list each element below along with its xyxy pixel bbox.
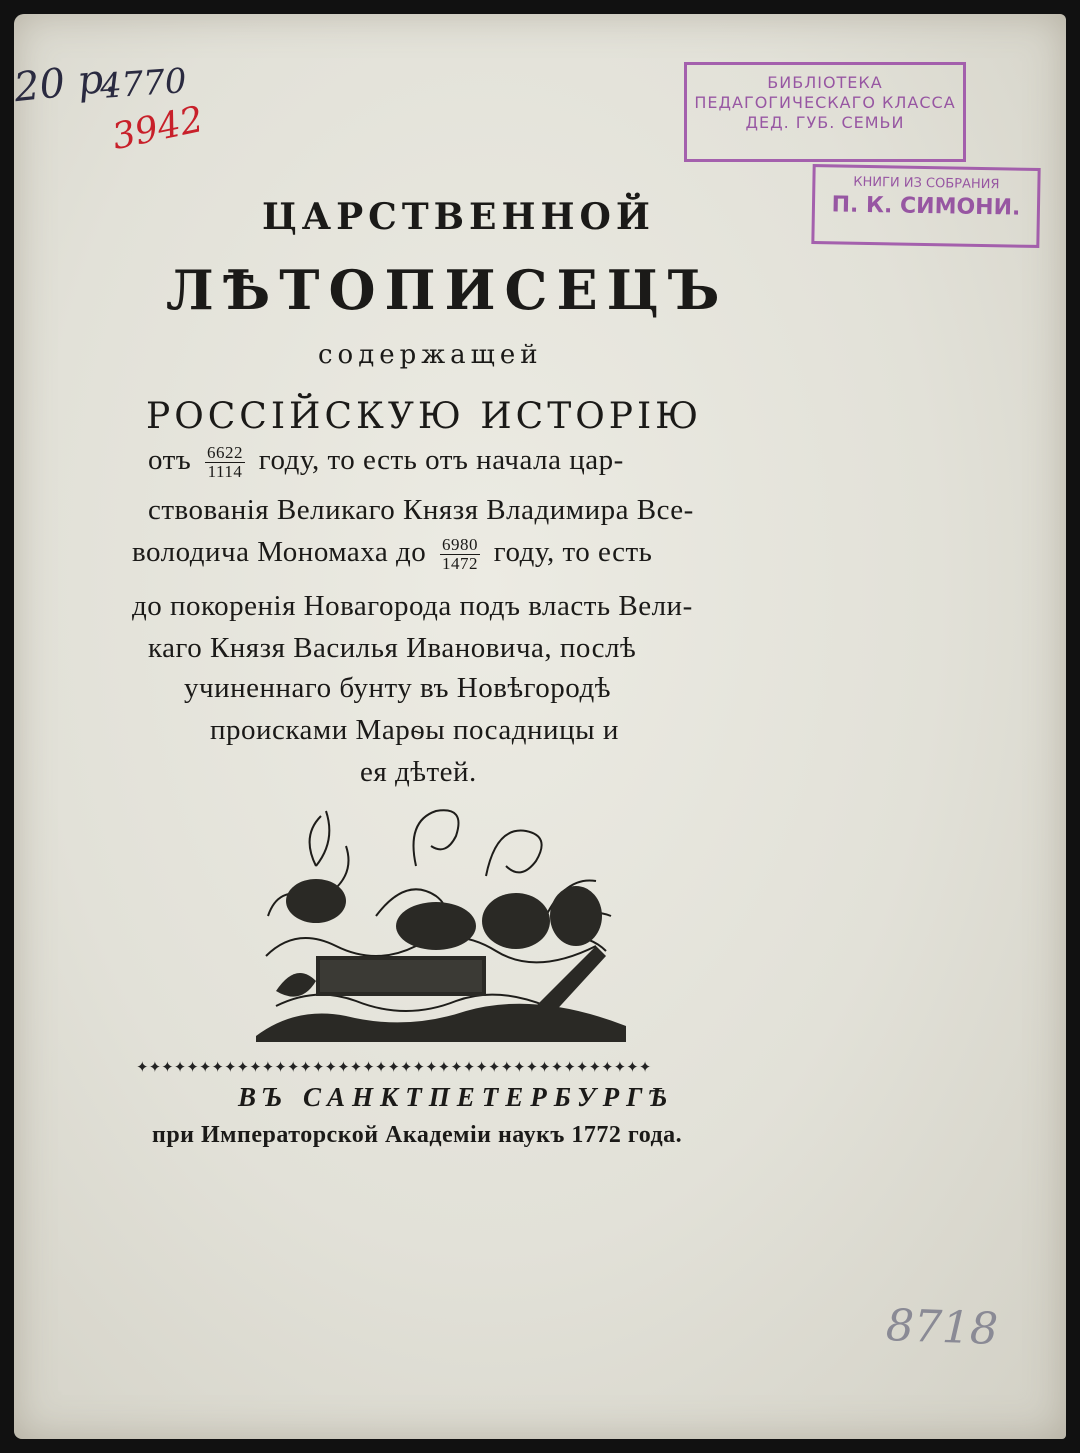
stamp-line-2: ПЕДАГОГИЧЕСКАГО КЛАССА [694, 93, 956, 112]
body-line-2: ствованія Великаго Князя Владимира Все- [148, 494, 694, 526]
ornamental-vignette [256, 806, 626, 1042]
handwritten-price: 20 р. [11, 54, 119, 112]
imprint-place: ВЪ САНКТПЕТЕРБУРГѢ [238, 1082, 674, 1112]
body-line-5: каго Князя Василья Ивановича, послѣ [148, 632, 637, 664]
body-line-6: учиненнаго бунту въ Новѣгородѣ [184, 672, 611, 704]
collection-stamp-line-1: КНИГИ ИЗ СОБРАНИЯ [853, 174, 1000, 193]
body-line-3-b: году, то есть [493, 536, 653, 569]
body-line-3 [132, 536, 652, 573]
collection-stamp [811, 164, 1040, 248]
body-line-4: до покоренія Новагорода подъ власть Вели- [132, 590, 693, 622]
year-fraction-2 [440, 536, 480, 573]
title-line-2: ЛѢТОПИСЕЦЪ [166, 258, 729, 322]
year-fraction-2-den: 1472 [442, 554, 479, 573]
stamp-line-1: БИБЛІОТЕКА [767, 73, 883, 92]
body-line-7: происками Марѳы посадницы и [210, 714, 619, 746]
year-fraction-1 [205, 444, 245, 481]
collection-stamp-line-2: П. К. СИМОНИ. [831, 192, 1021, 221]
imprint-publisher: при Императорской Академіи наукъ 1772 года. [152, 1122, 683, 1148]
star-rule: ✦✦✦✦✦✦✦✦✦✦✦✦✦✦✦✦✦✦✦✦✦✦✦✦✦✦✦✦✦✦✦✦✦✦✦✦✦✦✦✦✦ [136, 1058, 652, 1076]
title-line-1: ЦАРСТВЕННОЙ [262, 196, 655, 238]
body-line-8: ея дѣтей. [360, 756, 477, 788]
title-line-3: содержащей [318, 340, 543, 370]
handwritten-number: 4770 [98, 61, 188, 107]
stamp-line-3: ДЕД. ГУБ. СЕМЬИ [745, 113, 905, 132]
body-line-1-b: году, то есть отъ начала цар- [258, 444, 624, 477]
body-line-1-a: отъ [148, 444, 192, 477]
handwritten-inventory-number: 3942 [108, 98, 207, 159]
library-stamp [684, 62, 966, 162]
title-line-4: РОССІЙСКУЮ ИСТОРІЮ [146, 396, 703, 437]
year-fraction-1-num: 6622 [207, 443, 244, 462]
body-line-1 [148, 444, 624, 481]
handwritten-shelfmark: 8718 [885, 1300, 999, 1355]
year-fraction-1-den: 1114 [207, 462, 243, 481]
body-line-3-a: володича Мономаха до [132, 536, 427, 569]
year-fraction-2-num: 6980 [442, 535, 479, 554]
